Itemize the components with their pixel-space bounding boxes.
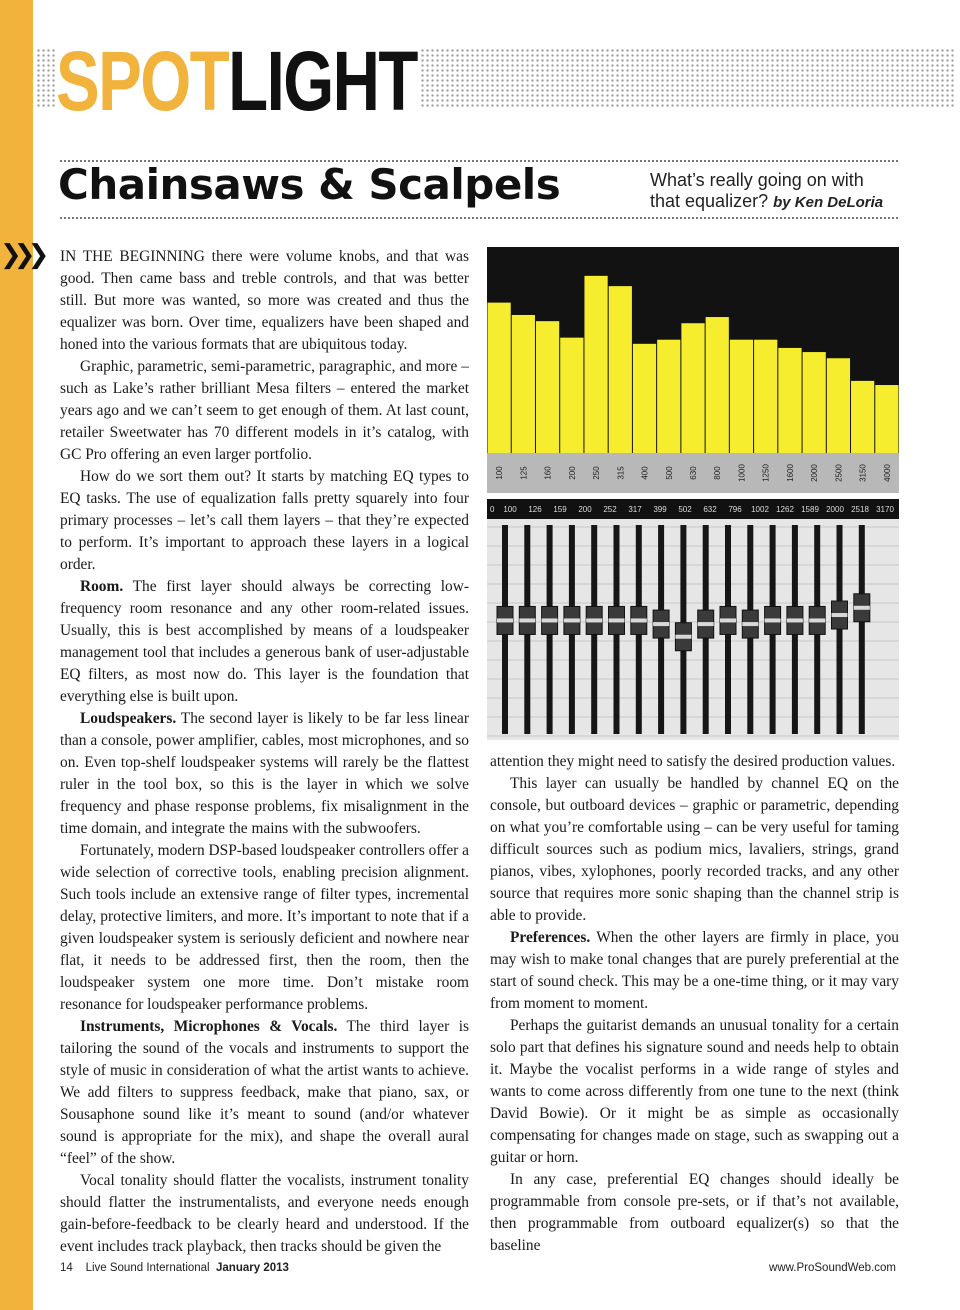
paragraph-text: Fortunately, modern DSP-based loudspeaker controllers offer a wide selection of corrective tools, enabling precision alignment. Such tools include an extensive range of filter types, incremental delay, protective limiters, and more. It’s important to note that if a given loudspeaker system is seriously deficient and nowhere near flat, it needs to be addressed first, then the room, then the loudspeaker system one more time. Don’t mistake room resonance for loudspeaker performance problems. xyxy=(60,842,469,1013)
header-dot-pattern-right xyxy=(420,48,955,108)
frequency-label: 250 xyxy=(592,466,602,480)
fader-frequency-label: 126 xyxy=(528,505,542,514)
left-column xyxy=(60,246,469,1258)
frequency-label: 800 xyxy=(713,466,723,480)
paragraph xyxy=(60,576,469,708)
paragraph-text: Graphic, parametric, semi-parametric, paragraphic, and more – such as Lake’s rather brilliant Mesa filters – entered the market years ago and we can’t seem to get enough of them. At last count, retailer Sweetwater has 70 different models in it’s catalog, with GC Pro offering an even larger portfolio. xyxy=(60,358,469,463)
issue-date: January 2013 xyxy=(216,1262,289,1274)
section-header-light: LIGHT xyxy=(228,34,417,128)
eq-bar xyxy=(512,315,535,453)
eq-bar xyxy=(778,348,801,453)
eq-bar xyxy=(730,340,753,453)
fader-frequency-label: 796 xyxy=(728,505,742,514)
eq-bar xyxy=(609,286,632,453)
fader-frequency-label: 317 xyxy=(628,505,642,514)
paragraph xyxy=(60,356,469,466)
eq-bar xyxy=(633,344,656,453)
frequency-label: 500 xyxy=(664,466,674,480)
eq-bar xyxy=(584,276,607,453)
subtitle-line1: What’s really going on with xyxy=(650,170,864,190)
subtitle-line2-text: that equalizer? xyxy=(650,191,769,211)
frequency-label: 200 xyxy=(567,466,577,480)
subtitle-line2 xyxy=(650,191,883,213)
footer-url: www.ProSoundWeb.com xyxy=(769,1262,896,1274)
fader-frequency-label: 0 xyxy=(490,505,495,514)
paragraph xyxy=(490,773,899,927)
paragraph xyxy=(60,466,469,576)
section-header-spot: SPOT xyxy=(56,34,229,128)
fader-frequency-label: 2518 xyxy=(851,505,869,514)
paragraph xyxy=(60,1170,469,1258)
eq-bar xyxy=(706,317,729,453)
eq-bar xyxy=(657,340,680,453)
fader-frequency-label: 252 xyxy=(603,505,617,514)
fader-frequency-label: 1262 xyxy=(776,505,794,514)
frequency-label: 2500 xyxy=(834,464,844,482)
fader-knob-indicator xyxy=(832,613,848,617)
eq-bar xyxy=(560,338,583,453)
paragraph xyxy=(490,1015,899,1169)
frequency-label: 125 xyxy=(519,466,529,480)
frequency-label: 100 xyxy=(495,466,505,480)
frequency-label: 1600 xyxy=(785,464,795,482)
paragraph-lead: Preferences. xyxy=(510,929,591,946)
paragraph-text: When the other layers are firmly in place, you may wish to make tonal changes that are purely preferential at the start of sound check. This may be a one-time thing, or it may vary from moment to moment. xyxy=(490,929,899,1012)
section-header xyxy=(56,36,417,126)
fader-knob-indicator xyxy=(497,618,513,622)
paragraph-text: This layer can usually be handled by channel EQ on the console, but outboard devices – graphic or parametric, depending on what you’re comfortable using – can be very useful for taming difficult sources such as podium mics, lavaliers, strings, grand pianos, vibes, xylophones, poorly recorded tracks, and any other source that requires more sonic shaping than the channel strip is able to provide. xyxy=(490,775,899,924)
eq-bar xyxy=(803,352,826,453)
frequency-label: 3150 xyxy=(858,464,868,482)
frequency-label: 1250 xyxy=(761,464,771,482)
eq-bar xyxy=(681,323,704,453)
paragraph-lead: Room. xyxy=(80,578,124,595)
fader-knob-indicator xyxy=(787,618,803,622)
fader-knob-indicator xyxy=(609,618,625,622)
paragraph xyxy=(60,1016,469,1170)
fader-frequency-label: 3170 xyxy=(876,505,894,514)
paragraph xyxy=(490,1169,899,1257)
equalizer-screenshot xyxy=(487,247,899,740)
paragraph-text: IN THE BEGINNING there were volume knobs, and that was good. Then came bass and treble controls, and that was better still. But more was wanted, so more was created and thus the equalizer was born. Over time, equalizers have been shaped and honed into the various formats that are ubiquitous today. xyxy=(60,248,469,353)
eq-bar xyxy=(827,358,850,453)
paragraph-text: attention they might need to satisfy the desired production values. xyxy=(490,753,896,770)
paragraph xyxy=(490,751,899,773)
frequency-label: 315 xyxy=(616,466,626,480)
paragraph xyxy=(60,246,469,356)
fader-knob-indicator xyxy=(675,635,691,639)
paragraph-text: Perhaps the guitarist demands an unusual tonality for a certain solo part that defines his signature sound and needs help to obtain it. Maybe the vocalist performs in a wide range of styles and wants to come across differently from one tune to the next (think David Bowie). Or it might be as simple as occasionally compensating for changes made on stage, such as swapping out a guitar or horn. xyxy=(490,1017,899,1166)
paragraph xyxy=(60,708,469,840)
fader-frequency-label: 1589 xyxy=(801,505,819,514)
fader-knob-indicator xyxy=(542,618,558,622)
fader-knob-indicator xyxy=(742,622,758,626)
title-rule-bottom xyxy=(60,217,898,219)
eq-bar xyxy=(488,303,511,453)
fader-frequency-label: 502 xyxy=(678,505,692,514)
start-arrows-icon: ❯❯❯ xyxy=(0,240,42,270)
paragraph xyxy=(490,927,899,1015)
fader-knob-indicator xyxy=(586,618,602,622)
frequency-label: 1000 xyxy=(737,464,747,482)
paragraph-lead: Loudspeakers. xyxy=(80,710,177,727)
orange-sidebar xyxy=(0,0,33,1310)
article-subtitle xyxy=(650,170,883,213)
frequency-label: 400 xyxy=(640,466,650,480)
page-number: 14 xyxy=(60,1262,73,1274)
paragraph xyxy=(60,840,469,1016)
footer-left xyxy=(60,1262,289,1274)
fader-knob-indicator xyxy=(653,622,669,626)
right-column xyxy=(490,751,899,1257)
fader-frequency-label: 159 xyxy=(553,505,567,514)
fader-knob-indicator xyxy=(698,622,714,626)
fader-frequency-label: 632 xyxy=(703,505,717,514)
fader-knob-indicator xyxy=(765,618,781,622)
article-title: Chainsaws & Scalpels xyxy=(58,160,561,209)
frequency-label: 2000 xyxy=(810,464,820,482)
fader-frequency-label: 100 xyxy=(503,505,517,514)
paragraph-lead: Instruments, Microphones & Vocals. xyxy=(80,1018,338,1035)
fader-knob-indicator xyxy=(519,618,535,622)
fader-track xyxy=(859,525,865,734)
paragraph-text: In any case, preferential EQ changes should ideally be programmable from console pre-sets, or if that’s not available, then programmable from outboard equalizer(s) so that the baseline xyxy=(490,1171,899,1254)
eq-bar xyxy=(536,321,559,453)
frequency-label: 630 xyxy=(689,466,698,480)
eq-bar xyxy=(875,385,898,453)
fader-frequency-label: 2000 xyxy=(826,505,844,514)
fader-frequency-label: 1002 xyxy=(751,505,769,514)
paragraph-text: The first layer should always be correcting low-frequency room resonance and any other room-related issues. Usually, this is best accomplished by means of a loudspeaker management tool that includes a generous bank of user-adjustable EQ filters, as most now do. This layer is the foundation that everything else is built upon. xyxy=(60,578,469,705)
paragraph-text: The third layer is tailoring the sound of the vocals and instruments to support the style of music in consideration of what the artist wants to achieve. We add filters to suppress feedback, make that piano, sax, or Sousaphone sound like it’s meant to sound (and/or whatever sound is appropriate for the mix), and shape the overall aural “feel” of the show. xyxy=(60,1018,469,1167)
byline: by Ken DeLoria xyxy=(773,194,884,211)
eq-bar xyxy=(754,340,777,453)
fader-frequency-label: 399 xyxy=(653,505,667,514)
fader-knob-indicator xyxy=(564,618,580,622)
paragraph-text: Vocal tonality should flatter the vocalists, instrument tonality should flatter the instrumentalists, and everyone needs enough gain-before-feedback to be clearly heard and understood. If the event includes track playback, then tracks should be given the xyxy=(60,1172,469,1255)
paragraph-text: How do we sort them out? It starts by matching EQ types to EQ tasks. The use of equalization falls pretty squarely into four primary processes – let’s call them layers – that they’re expected to perform. It’s important to approach these layers in a logical order. xyxy=(60,468,469,573)
fader-knob-indicator xyxy=(720,618,736,622)
fader-knob-indicator xyxy=(854,606,870,610)
publication-name: Live Sound International xyxy=(85,1262,210,1274)
frequency-label: 4000 xyxy=(882,464,892,482)
fader-knob-indicator xyxy=(631,618,647,622)
eq-bar xyxy=(851,381,874,453)
frequency-label: 160 xyxy=(543,466,553,480)
fader-knob-indicator xyxy=(809,618,825,622)
paragraph-text: The second layer is likely to be far less linear than a console, power amplifier, cables, most microphones, and so on. Even top-shelf loudspeaker systems will rarely be the flattest ruler in the tool box, so this is the layer in which we solve frequency and phase response problems, fix misalignment in the time domain, and integrate the mains with the subwoofers. xyxy=(60,710,469,837)
header-dot-pattern-left xyxy=(36,48,56,108)
fader-frequency-label: 200 xyxy=(578,505,592,514)
